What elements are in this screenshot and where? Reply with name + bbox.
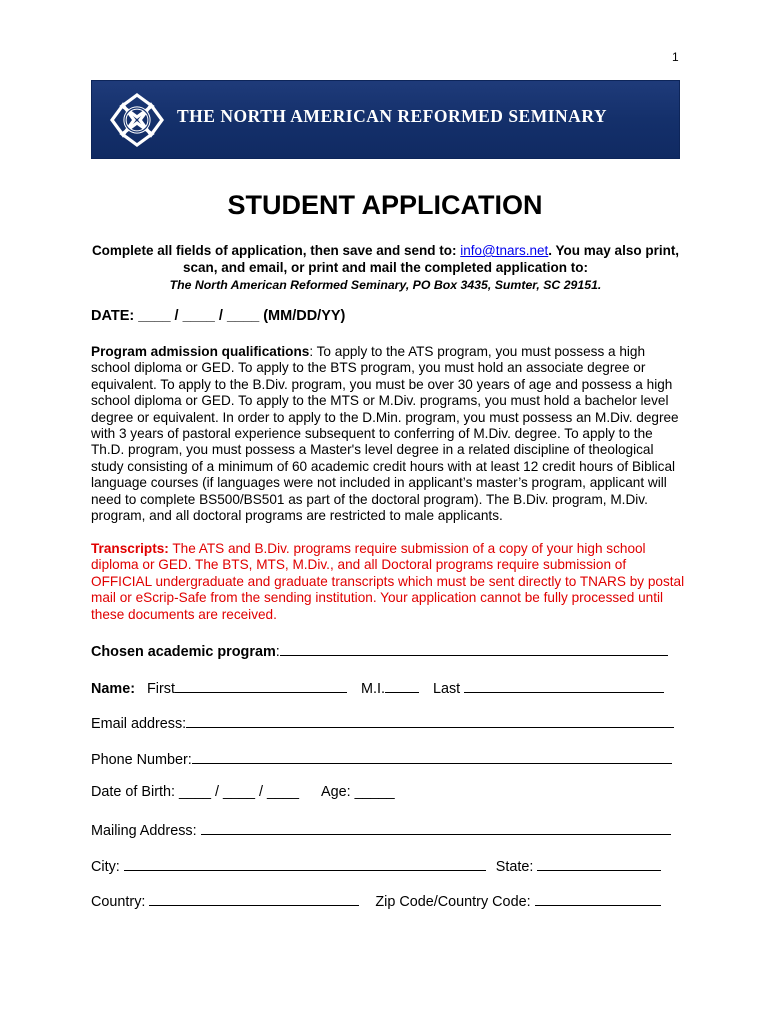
state-label: State: bbox=[495, 859, 538, 875]
city-state-field bbox=[91, 855, 661, 875]
name-field bbox=[91, 677, 664, 697]
transcripts-label: Transcripts: bbox=[91, 541, 169, 556]
first-name-label: First bbox=[147, 681, 175, 697]
mi-label: M.I. bbox=[360, 681, 385, 697]
city-input[interactable] bbox=[124, 855, 486, 871]
age-label[interactable]: Age: _____ bbox=[321, 784, 395, 800]
transcripts-text: The ATS and B.Div. programs require submission of a copy of your high school diploma or GED. The BTS, MTS, M.Div., and all Doctoral programs require submission of OFFICIAL undergraduate and graduate transcripts which must be sent directly to TNARS by postal mail or eScrip-Safe from the sending institution. Your application cannot be fully processed until these documents are received. bbox=[91, 541, 685, 622]
last-name-label: Last bbox=[432, 681, 461, 697]
qualifications-paragraph bbox=[91, 344, 686, 524]
phone-field bbox=[91, 748, 672, 768]
intro-colon: : bbox=[452, 243, 461, 258]
intro-suffix: . You may also print, scan, and email, or print and mail the completed application to: bbox=[182, 243, 680, 275]
intro-text: Complete all fields of application, then save and send to bbox=[91, 243, 453, 258]
last-name-input[interactable] bbox=[464, 677, 664, 693]
qualifications-text: : To apply to the ATS program, you must possess a high school diploma or GED. To apply to the BTS program, you must hold an associate degree or equivalent. To apply to the B.Div. program, you must be over 30 years of age and possess a high school diploma or GED. To apply to the MTS or M.Div. programs, you must hold a bachelor level degree or equivalent. In order to apply to the D.Min. program, you must possess an M.Div. degree with 3 years of pastoral experience subsequent to conferring of M.Div. degree. To apply to the Th.D. program, you must possess a Master's level degree in a related discipline of theological study consisting of a minimum of 60 academic credit hours with at least 12 credit hours of Biblical language courses (if languages were not included in applicant’s master’s program, applicant will need to complete BS500/BS501 as part of the doctoral program). The B.Div. program, M.Div. program, and all doctoral programs are restricted to male applicants. bbox=[91, 344, 679, 524]
program-colon: : bbox=[275, 644, 280, 660]
first-name-input[interactable] bbox=[175, 677, 347, 693]
phone-label: Phone Number: bbox=[91, 752, 192, 768]
mailing-address-field bbox=[91, 819, 671, 839]
dob-label[interactable]: Date of Birth: ____ / ____ / ____ bbox=[91, 784, 300, 800]
mailing-input[interactable] bbox=[201, 819, 671, 835]
mi-input[interactable] bbox=[385, 677, 419, 693]
page-number: 1 bbox=[672, 50, 679, 64]
page-title: STUDENT APPLICATION bbox=[227, 190, 543, 220]
zip-input[interactable] bbox=[535, 890, 661, 906]
dob-field bbox=[91, 784, 395, 800]
state-input[interactable] bbox=[537, 855, 661, 871]
transcripts-paragraph bbox=[91, 541, 686, 623]
program-field bbox=[91, 640, 668, 660]
mailing-label: Mailing Address: bbox=[91, 823, 201, 839]
phone-input[interactable] bbox=[192, 748, 672, 764]
program-label: Chosen academic program bbox=[91, 644, 276, 660]
country-label: Country: bbox=[91, 894, 150, 910]
email-field bbox=[91, 712, 674, 732]
mailing-address-text: The North American Reformed Seminary, PO Box 3435, Sumter, SC 29151. bbox=[169, 278, 602, 292]
intro-instructions bbox=[91, 242, 680, 294]
email-link[interactable]: info@tnars.net bbox=[460, 243, 549, 258]
qualifications-label: Program admission qualifications bbox=[91, 344, 310, 359]
date-field[interactable]: DATE: ____ / ____ / ____ (MM/DD/YY) bbox=[91, 308, 346, 324]
email-label: Email address: bbox=[91, 716, 187, 732]
email-input[interactable] bbox=[186, 712, 674, 728]
celtic-knot-logo-icon bbox=[109, 92, 165, 148]
zip-label: Zip Code/Country Code: bbox=[375, 894, 535, 910]
program-input[interactable] bbox=[280, 640, 668, 656]
seminary-name: THE NORTH AMERICAN REFORMED SEMINARY bbox=[177, 106, 607, 126]
name-label: Name: bbox=[91, 681, 135, 697]
city-label: City: bbox=[91, 859, 124, 875]
seminary-banner bbox=[91, 80, 680, 159]
country-input[interactable] bbox=[149, 890, 359, 906]
country-zip-field bbox=[91, 890, 661, 910]
